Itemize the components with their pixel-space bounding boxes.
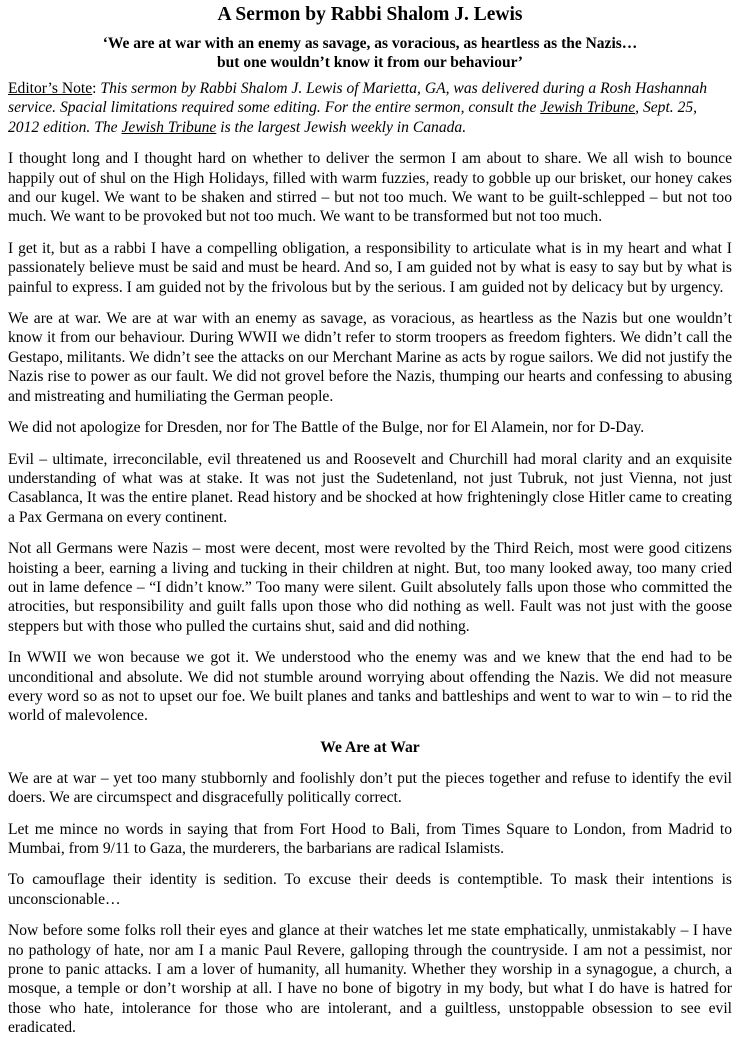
body-paragraph: We are at war – yet too many stubbornly and foolishly don’t put the pieces together and refuse to identify the evil doers. We are circumspect and disgracefully politically correct.: [8, 769, 732, 807]
editor-note: [8, 79, 732, 137]
body-paragraph: To camouflage their identity is sedition. To excuse their deeds is contemptible. To mask their intentions is unconscionable…: [8, 871, 732, 908]
subtitle-line-1: ‘We are at war with an enemy as savage, as voracious, as heartless as the Nazis…: [102, 35, 638, 52]
editor-note-text: [8, 80, 707, 136]
jewish-tribune-ref-1: Jewish Tribune: [540, 99, 636, 117]
body-paragraph: I get it, but as a rabbi I have a compelling obligation, a responsibility to articulate what is in my heart and what I passionately believe must be said and must be heard. And so, I am guided not by what is easy to say but by what is painful to express. I am guided not by the frivolous but by the serious. I am guided not by delicacy but by urgency.: [8, 239, 732, 296]
editor-note-label: Editor’s Note: [8, 80, 93, 97]
editor-note-text-2: , Sept. 25, 2012 edition. The: [8, 99, 698, 136]
page-title: A Sermon by Rabbi Shalom J. Lewis: [217, 4, 523, 25]
body-paragraph: In WWII we won because we got it. We understood who the enemy was and we knew that the end had to be unconditional and absolute. We did not stumble around worrying about offending the Nazis. We did not measure every word so as not to upset our foe. We built planes and tanks and battleships and went to war to win – to rid the world of malevolence.: [8, 649, 732, 725]
editor-note-text-1: This sermon by Rabbi Shalom J. Lewis of Marietta, GA, was delivered during a Rosh Hashannah service. Spacial limitations required some editing. For the entire sermon, consult the: [8, 80, 708, 117]
subtitle-line-2: but one wouldn’t know it from our behaviour’: [217, 54, 523, 71]
subtitle-quote: [8, 34, 732, 72]
body-paragraph: We are at war. We are at war with an enemy as savage, as voracious, as heartless as the Nazis but one wouldn’t know it from our behaviour. During WWII we didn’t refer to storm troopers as freedom fighters. We didn’t call the Gestapo, militants. We didn’t see the attacks on our Merchant Marine as acts by rogue sailors. We did not justify the Nazis rise to power as our fault. We did not grovel before the Nazis, thumping our hearts and confessing to abusing and mistreating and humiliating the German people.: [8, 310, 732, 405]
editor-note-text-3: is the largest Jewish weekly in Canada.: [216, 118, 467, 136]
body-paragraph: Let me mince no words in saying that from Fort Hood to Bali, from Times Square to London, from Madrid to Mumbai, from 9/11 to Gaza, the murderers, the barbarians are radical Islamists.: [8, 820, 732, 857]
body-paragraph: I thought long and I thought hard on whether to deliver the sermon I am about to share. We all wish to bounce happily out of shul on the High Holidays, filled with warm fuzzies, ready to gobble up our brisket, our honey cakes and our kugel. We want to be shaken and stirred – but not too much. We want to be guilt-schlepped – but not too much. We want to be provoked but not too much. We want to be transformed but not too much.: [8, 150, 732, 226]
body-paragraph: Not all Germans were Nazis – most were decent, most were revolted by the Third Reich, most were good citizens hoisting a beer, earning a living and tucking in their children at night. But, too many looked away, too many cried out in lame defence – “I didn’t know.” Too many were silent. Guilt absolutely falls upon those who committed the atrocities, but responsibility and guilt falls upon those who did nothing as well. Fault was not just with the goose steppers but with those who pulled the curtains shut, said and did nothing.: [8, 540, 732, 635]
body-paragraph: Evil – ultimate, irreconcilable, evil threatened us and Roosevelt and Churchill had moral clarity and an exquisite understanding of what was at stake. It was not just the Sudetenland, not just Tubruk, not just Vienna, not just Casablanca, It was the entire planet. Read history and be shocked at how frighteningly close Hitler came to creating a Pax Germana on every continent.: [8, 450, 732, 526]
body-paragraph: Now before some folks roll their eyes and glance at their watches let me state emphatically, unmistakably – I have no pathology of hate, nor am I a manic Paul Revere, galloping through the countryside. I am not a pessimist, nor prone to panic attacks. I am a lover of humanity, all humanity. Whether they worship in a synagogue, a church, a mosque, a temple or don’t worship at all. I have no bone of bigotry in my body, but what I do have is hatred for those who hate, intolerance for those who are intolerant, and a guiltless, unstoppable obsession to see evil eradicated.: [8, 922, 732, 1037]
section-heading: We Are at War: [320, 738, 420, 756]
editor-note-colon: :: [92, 80, 101, 97]
body-paragraph: We did not apologize for Dresden, nor for The Battle of the Bulge, nor for El Alamein, nor for D-Day.: [8, 419, 645, 437]
jewish-tribune-ref-2: Jewish Tribune: [121, 118, 217, 136]
